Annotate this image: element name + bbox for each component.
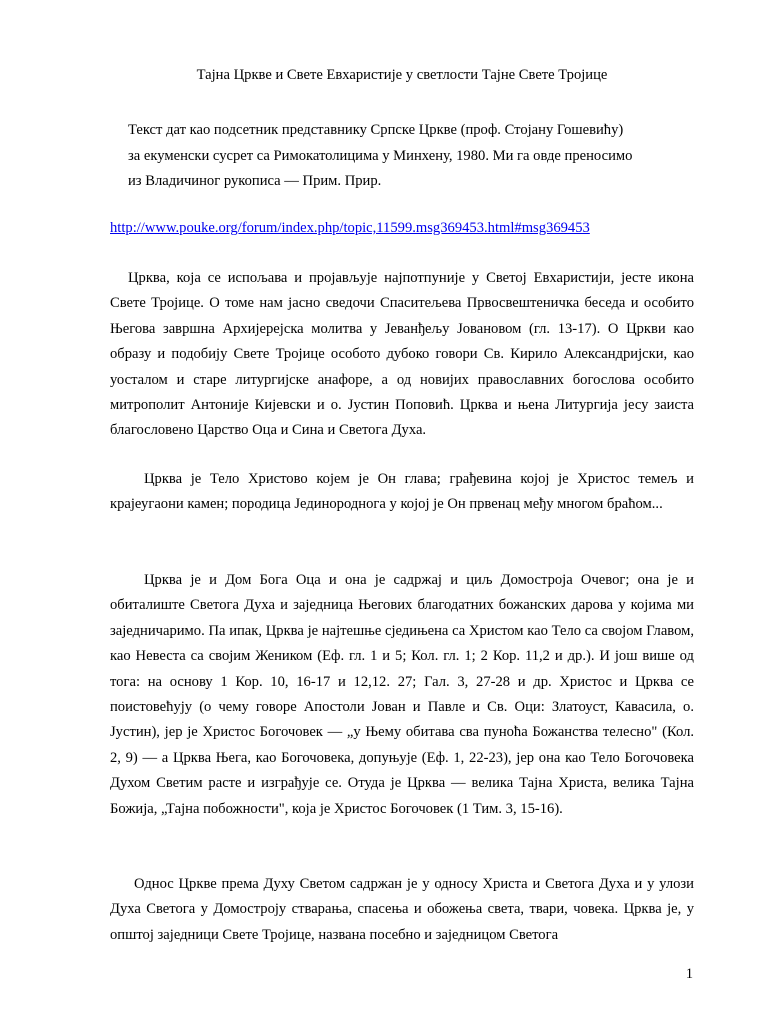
intro-note-line: Текст дат као подсетник представнику Српске Цркве (проф. Стојану Гошевићу): [128, 122, 624, 138]
intro-note: [128, 118, 688, 195]
source-link[interactable]: http://www.pouke.org/forum/index.php/topic,11599.msg369453.html#msg369453: [110, 220, 590, 236]
intro-note-line: за екуменски сусрет са Римокатолицима у Минхену, 1980. Ми га овде преносимо: [128, 147, 633, 164]
page-number: 1: [685, 966, 693, 982]
document-title: Тајна Цркве и Свете Евхаристије у светлости Тајне Свете Тројице: [196, 67, 608, 83]
body-paragraph: Однос Цркве према Духу Светом садржан је у односу Христа и Светога Духа и у улози Духа Светога у Домостроју стварања, спасења и обожења света, твари, човека. Црква је, у општој заједници Свете Тројице, названа посебно и заједницом Светога: [110, 876, 694, 943]
intro-note-line: из Владичиног рукописа — Прим. Прир.: [128, 173, 382, 189]
body-paragraph: Црква је и Дом Бога Оца и она је садржај и циљ Домостроја Очевог; она је и обиталиште Светога Духа и заједница Његових благодатних божанских дарова у којима ми заједничаримо. Па ипак, Црква је најтешње сједињена са Христом као Тело са својом Главом, као Невеста са својим Жеником (Еф. гл. 1 и 5; Кол. гл. 1; 2 Кор. 11,2 и др.). И још више од тога: на основу 1 Кор. 10, 16-17 и 12,12. 27; Гал. 3, 27-28 и др. Христос и Црква се поистовећују (о чему говоре Апостоли Јован и Павле и Св. Оци: Златоуст, Кавасила, о. Јустин), јер је Христос Богочовек — „у Њему обитава сва пуноћа Божанства телесно" (Кол. 2, 9) — а Црква Њега, као Богочовека, допуњује (Еф. 1, 22-23), јер она као Тело Богочовека Духом Светим расте и изграђује се. Отуда је Црква — велика Тајна Христа, велика Тајна Божија, „Тајна побожности", која је Христос Богочовек (1 Тим. 3, 15-16).: [110, 572, 694, 817]
body-paragraph: Црква, која се испољава и пројављује најпотпуније у Светој Евхаристији, јесте икона Свете Тројице. О томе нам јасно сведочи Спаситељева Првосвештеничка беседа и особито Његова завршна Архијерејска молитва у Јеванђељу Јовановом (гл. 13-17). О Цркви као образу и подобију Свете Тројице особото дубоко говори Св. Кирило Александријски, као уосталом и старе литургијске анафоре, а од новијих православних богослова особито митрополит Антоније Кијевски и о. Јустин Поповић. Црква и њена Литургија јесу заиста благословено Царство Оца и Сина и Светога Духа.: [110, 270, 694, 439]
body-paragraph: Црква је Тело Христово којем је Он глава; грађевина којој је Христос темељ и крајеугаони камен; породица Јединороднога у којој је Он првенац међу многом браћом...: [110, 471, 694, 513]
